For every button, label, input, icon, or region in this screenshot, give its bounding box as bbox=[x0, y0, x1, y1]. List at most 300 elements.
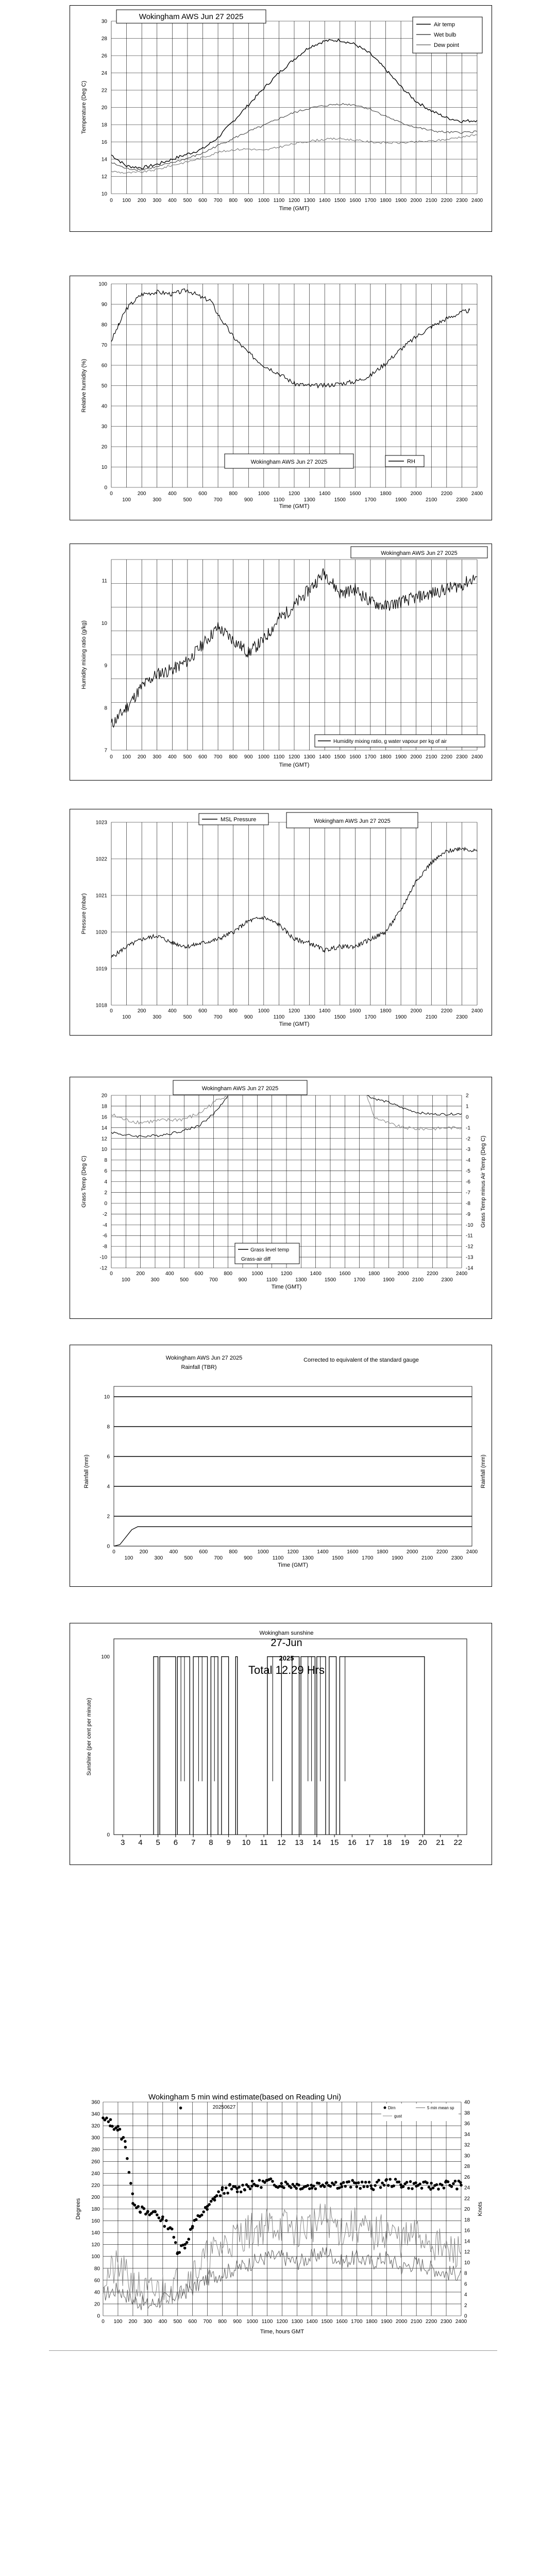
wind-title: Wokingham 5 min wind estimate(based on Reading Uni) bbox=[148, 2093, 342, 2102]
grass-x-tick-top: 400 bbox=[165, 1271, 174, 1277]
wind-y-tick: 160 bbox=[91, 2218, 100, 2225]
wind-dirn-point bbox=[308, 2187, 311, 2190]
rh-y-tick: 40 bbox=[101, 403, 107, 410]
sun-x-tick: 5 bbox=[156, 1838, 160, 1847]
hmr-x-tick: 100 bbox=[122, 754, 131, 760]
rh-y-tick: 100 bbox=[98, 281, 107, 287]
rain-x-tick-top: 1400 bbox=[317, 1549, 329, 1555]
wind-y2-tick: 40 bbox=[464, 2099, 470, 2106]
wind-chart-panel bbox=[70, 2089, 492, 2347]
rh-x-tick-top: 2400 bbox=[471, 491, 483, 497]
wind-dirn-point bbox=[109, 2118, 112, 2121]
wind-dirn-point bbox=[226, 2192, 229, 2195]
msl-y-tick: 1019 bbox=[95, 966, 107, 972]
sun-bar bbox=[160, 1657, 176, 1835]
wind-y2-tick: 26 bbox=[464, 2174, 470, 2180]
wind-legend-swatch bbox=[384, 2107, 386, 2109]
temp-x-tick: 1700 bbox=[364, 198, 377, 204]
temp-x-tick: 1600 bbox=[349, 198, 361, 204]
rh-x-tick-bottom: 1100 bbox=[273, 497, 285, 503]
grass-x-tick-top: 1400 bbox=[310, 1271, 322, 1277]
wind-dirn-point bbox=[143, 2207, 146, 2210]
rh-x-label: Time (GMT) bbox=[279, 503, 310, 510]
grass-x-tick-bottom: 2100 bbox=[412, 1277, 424, 1283]
grass-y2-tick: -2 bbox=[466, 1136, 470, 1142]
sun-bar bbox=[329, 1657, 336, 1835]
wind-x-tick: 600 bbox=[188, 2319, 197, 2325]
temp-x-tick: 2400 bbox=[471, 198, 483, 204]
rh-x-tick-top: 1200 bbox=[288, 491, 300, 497]
hmr-x-tick: 2100 bbox=[426, 754, 437, 760]
wind-dirn-point bbox=[307, 2184, 310, 2187]
sun-x-tick: 21 bbox=[436, 1838, 445, 1847]
wind-y-tick: 60 bbox=[94, 2278, 100, 2284]
rain-x-tick-top: 2200 bbox=[436, 1549, 448, 1555]
wind-dirn-point bbox=[280, 2182, 283, 2185]
rain-x-tick-bottom: 1700 bbox=[362, 1555, 374, 1561]
rain-y-label: Rainfall (mm) bbox=[83, 1454, 90, 1488]
wind-dirn-point bbox=[163, 2225, 166, 2228]
grass-y-tick: 20 bbox=[101, 1093, 107, 1099]
temp-x-tick: 400 bbox=[167, 198, 177, 204]
msl-x-tick-top: 2200 bbox=[441, 1008, 452, 1014]
wind-dirn-point bbox=[206, 2208, 209, 2211]
wind-dirn-point bbox=[351, 2179, 354, 2182]
grass-y2-tick: -3 bbox=[466, 1147, 470, 1153]
wind-dirn-point bbox=[129, 2182, 132, 2185]
temp-x-tick: 900 bbox=[244, 198, 253, 204]
wind-dirn-point bbox=[238, 2185, 241, 2189]
grass-y-tick: -2 bbox=[103, 1211, 107, 1217]
sun-y-tick: 0 bbox=[107, 1832, 110, 1838]
wind-dirn-point bbox=[171, 2228, 174, 2231]
wind-dirn-point bbox=[165, 2219, 168, 2222]
wind-dirn-point bbox=[230, 2188, 233, 2191]
wind-dirn-point bbox=[225, 2187, 228, 2190]
wind-dirn-point bbox=[364, 2181, 367, 2184]
wind-y2-tick: 34 bbox=[464, 2131, 470, 2138]
rain-x-tick-bottom: 1300 bbox=[302, 1555, 314, 1561]
wind-dirn-point bbox=[334, 2181, 337, 2184]
wind-y2-tick: 0 bbox=[464, 2313, 467, 2319]
sun-x-tick: 3 bbox=[120, 1838, 125, 1847]
rh-x-tick-bottom: 100 bbox=[122, 497, 131, 503]
temp-y-tick: 28 bbox=[101, 36, 107, 42]
wind-y2-tick: 20 bbox=[464, 2207, 470, 2212]
wind-x-tick: 1600 bbox=[336, 2319, 348, 2325]
rain-x-tick-bottom: 100 bbox=[124, 1555, 133, 1561]
wind-x-tick: 400 bbox=[158, 2319, 167, 2325]
grass-y2-tick: -9 bbox=[466, 1211, 470, 1217]
grass-y2-tick: -12 bbox=[466, 1244, 474, 1250]
grass-x-tick-bottom: 1700 bbox=[353, 1277, 365, 1283]
wind-dirn-point bbox=[362, 2185, 365, 2189]
msl-x-tick-top: 2400 bbox=[471, 1008, 483, 1014]
wind-dirn-point bbox=[411, 2187, 414, 2190]
grass-y-tick: 16 bbox=[101, 1114, 107, 1121]
wind-dirn-point bbox=[183, 2247, 187, 2250]
rain-x-tick-bottom: 500 bbox=[184, 1555, 193, 1561]
wind-dirn-point bbox=[241, 2184, 244, 2187]
grass-x-tick-bottom: 700 bbox=[209, 1277, 218, 1283]
wind-dirn-point bbox=[217, 2190, 220, 2193]
rain-x-tick-top: 2000 bbox=[407, 1549, 418, 1555]
wind-dirn-point bbox=[450, 2185, 453, 2188]
wind-dirn-point bbox=[290, 2186, 293, 2189]
temp-x-tick: 2100 bbox=[426, 198, 437, 204]
grass-x-tick-top: 1200 bbox=[280, 1271, 293, 1277]
hmr-title: Wokingham AWS Jun 27 2025 bbox=[381, 550, 458, 556]
hmr-x-tick: 500 bbox=[183, 754, 192, 760]
rain-subtitle: Rainfall (TBR) bbox=[181, 1364, 217, 1370]
wind-dirn-point bbox=[247, 2185, 250, 2188]
wind-dirn-point bbox=[236, 2190, 239, 2193]
sunshine-chart bbox=[70, 1623, 493, 1866]
wind-x-tick: 200 bbox=[128, 2319, 138, 2325]
wind-dirn-point bbox=[383, 2184, 386, 2187]
wind-dirn-point bbox=[251, 2180, 254, 2183]
rain-y-tick: 0 bbox=[107, 1544, 110, 1550]
temp-x-tick: 300 bbox=[153, 198, 162, 204]
wind-dirn-point bbox=[452, 2182, 455, 2185]
grass-x-tick-top: 2000 bbox=[397, 1271, 409, 1277]
msl-x-tick-top: 600 bbox=[198, 1008, 207, 1014]
grass-x-tick-top: 1000 bbox=[251, 1271, 263, 1277]
msl-x-tick-top: 1600 bbox=[349, 1008, 361, 1014]
msl-x-tick-bottom: 500 bbox=[183, 1014, 192, 1020]
grass-x-tick-bottom: 2300 bbox=[441, 1277, 453, 1283]
wind-dirn-point bbox=[139, 2211, 142, 2214]
rh-x-tick-top: 2000 bbox=[410, 491, 422, 497]
rh-x-tick-bottom: 900 bbox=[244, 497, 253, 503]
grass-y2-label: Grass Temp minus Air Temp (Deg C) bbox=[480, 1136, 486, 1228]
temp-y-tick: 14 bbox=[101, 157, 107, 163]
wind-y-tick: 240 bbox=[91, 2171, 100, 2177]
sun-title: Wokingham sunshine bbox=[259, 1630, 314, 1636]
wind-dirn-point bbox=[258, 2179, 261, 2182]
bottom-divider bbox=[49, 2350, 497, 2351]
sun-total: Total 12.29 Hrs bbox=[248, 1664, 325, 1676]
grass-y2-tick: -10 bbox=[466, 1222, 474, 1228]
rain-x-tick-bottom: 1500 bbox=[332, 1555, 344, 1561]
hmr-x-tick: 0 bbox=[110, 754, 113, 760]
wind-y-tick: 360 bbox=[91, 2099, 100, 2106]
grass-series-temp bbox=[367, 1095, 462, 1115]
wind-y2-tick: 14 bbox=[464, 2239, 470, 2245]
sun-y-tick: 100 bbox=[101, 1654, 110, 1660]
wind-dirn-point bbox=[377, 2179, 380, 2182]
rh-series bbox=[111, 289, 469, 388]
grass-x-tick-bottom: 900 bbox=[238, 1277, 247, 1283]
rh-y-label: Relative humidity (%) bbox=[81, 359, 87, 413]
wind-x-tick: 700 bbox=[203, 2319, 212, 2325]
grass-y-tick: 4 bbox=[104, 1179, 107, 1185]
grass-y-tick: -12 bbox=[99, 1265, 107, 1272]
wind-dirn-point bbox=[122, 2136, 125, 2139]
wind-dirn-point bbox=[221, 2186, 224, 2189]
grass-y-tick: 6 bbox=[104, 1168, 107, 1175]
wind-dirn-point bbox=[271, 2180, 274, 2183]
hmr-x-tick: 300 bbox=[153, 754, 162, 760]
grass-x-tick-bottom: 100 bbox=[121, 1277, 130, 1283]
mixing-ratio-chart-panel bbox=[70, 544, 492, 781]
temp-x-tick: 2000 bbox=[410, 198, 422, 204]
rh-x-tick-bottom: 1300 bbox=[303, 497, 315, 503]
wind-x-tick: 1300 bbox=[291, 2319, 303, 2325]
sun-x-tick: 18 bbox=[383, 1838, 392, 1847]
wind-dirn-point bbox=[385, 2178, 388, 2181]
grass-x-tick-bottom: 500 bbox=[180, 1277, 189, 1283]
rain-x-tick-top: 1000 bbox=[257, 1549, 269, 1555]
rh-y-tick: 90 bbox=[101, 302, 107, 308]
wind-dirn-point bbox=[249, 2188, 252, 2191]
grass-x-label: Time (GMT) bbox=[271, 1284, 302, 1290]
rh-x-tick-top: 1400 bbox=[319, 491, 331, 497]
wind-dirn-point bbox=[178, 2251, 181, 2254]
wind-y-tick: 20 bbox=[94, 2301, 100, 2308]
wind-dirn-point bbox=[269, 2177, 273, 2180]
wind-x-tick: 1400 bbox=[306, 2319, 318, 2325]
temp-x-tick: 500 bbox=[183, 198, 192, 204]
wind-x-tick: 0 bbox=[102, 2319, 105, 2325]
temp-x-tick: 800 bbox=[229, 198, 238, 204]
rh-x-tick-bottom: 2300 bbox=[456, 497, 468, 503]
grass-y2-tick: -13 bbox=[466, 1255, 474, 1261]
msl-x-tick-bottom: 700 bbox=[213, 1014, 223, 1020]
grass-y-tick: -10 bbox=[99, 1255, 107, 1261]
wind-dirn-point bbox=[131, 2192, 134, 2195]
wind-dirn-point bbox=[407, 2187, 410, 2190]
wind-legend-item: Dirn bbox=[388, 2106, 396, 2110]
hmr-y-tick: 7 bbox=[104, 748, 107, 754]
rain-x-tick-top: 1600 bbox=[347, 1549, 359, 1555]
humidity-chart-panel bbox=[70, 276, 492, 520]
wind-dirn-point bbox=[116, 2125, 120, 2128]
wind-y-tick: 120 bbox=[91, 2242, 100, 2248]
wind-dirn-point bbox=[146, 2210, 149, 2213]
grass-y-tick: 0 bbox=[104, 1200, 107, 1207]
wind-dirn-point bbox=[323, 2185, 326, 2189]
hmr-x-label: Time (GMT) bbox=[279, 762, 310, 768]
humidity-chart bbox=[70, 276, 493, 521]
grass-y-tick: 10 bbox=[101, 1147, 107, 1153]
grass-y-label: Grass Temp (Deg C) bbox=[81, 1156, 87, 1208]
msl-x-tick-bottom: 2100 bbox=[426, 1014, 437, 1020]
wind-dirn-point bbox=[344, 2185, 347, 2188]
rh-y-tick: 30 bbox=[101, 424, 107, 430]
wind-y-tick: 80 bbox=[94, 2266, 100, 2272]
wind-y-tick: 180 bbox=[91, 2207, 100, 2212]
rh-x-tick-top: 200 bbox=[137, 491, 146, 497]
rain-x-tick-bottom: 1100 bbox=[272, 1555, 284, 1561]
wind-y-label: Degrees bbox=[75, 2198, 81, 2220]
wind-y-tick: 200 bbox=[91, 2194, 100, 2200]
temp-y-tick: 10 bbox=[101, 191, 107, 197]
wind-dirn-point bbox=[282, 2186, 285, 2189]
wind-dirn-point bbox=[430, 2182, 433, 2185]
rh-x-tick-top: 2200 bbox=[441, 491, 452, 497]
wind-dirn-point bbox=[342, 2181, 345, 2184]
hmr-x-tick: 800 bbox=[229, 754, 238, 760]
rh-title: Wokingham AWS Jun 27 2025 bbox=[250, 459, 328, 465]
rain-title: Wokingham AWS Jun 27 2025 bbox=[165, 1355, 243, 1361]
temp-legend-item: Air temp bbox=[434, 22, 455, 28]
msl-x-tick-top: 1200 bbox=[288, 1008, 300, 1014]
msl-x-tick-top: 1400 bbox=[319, 1008, 331, 1014]
hmr-x-tick: 1000 bbox=[258, 754, 269, 760]
msl-x-tick-top: 400 bbox=[167, 1008, 177, 1014]
rain-plot-border bbox=[114, 1386, 472, 1546]
wind-y-tick: 140 bbox=[91, 2230, 100, 2236]
wind-dirn-point bbox=[357, 2181, 360, 2184]
rain-x-tick-bottom: 2300 bbox=[451, 1555, 463, 1561]
grass-y-tick: -4 bbox=[103, 1222, 107, 1228]
wind-y-tick: 260 bbox=[91, 2159, 100, 2165]
grass-x-tick-top: 2400 bbox=[455, 1271, 468, 1277]
wind-dirn-point bbox=[405, 2181, 409, 2184]
temp-x-tick: 1900 bbox=[395, 198, 407, 204]
wind-x-tick: 1200 bbox=[276, 2319, 288, 2325]
grass-y-tick: 18 bbox=[101, 1104, 107, 1110]
hmr-x-tick: 2400 bbox=[471, 754, 483, 760]
wind-dirn-point bbox=[213, 2199, 216, 2202]
hmr-x-tick: 1100 bbox=[273, 754, 285, 760]
wind-dirn-point bbox=[133, 2204, 137, 2207]
sun-bar bbox=[292, 1657, 299, 1835]
hmr-x-tick: 700 bbox=[213, 754, 223, 760]
sun-x-tick: 6 bbox=[173, 1838, 178, 1847]
wind-dirn-point bbox=[187, 2238, 190, 2241]
mixing-ratio-chart bbox=[70, 544, 493, 781]
rh-y-tick: 70 bbox=[101, 343, 107, 348]
rh-x-tick-bottom: 700 bbox=[213, 497, 223, 503]
grass-y-tick: 12 bbox=[101, 1136, 107, 1142]
hmr-x-tick: 1900 bbox=[395, 754, 407, 760]
grass-y-tick: 14 bbox=[101, 1125, 107, 1131]
rh-y-tick: 10 bbox=[101, 465, 107, 470]
hmr-legend-item: Humidity mixing ratio, g water vapour per kg of air bbox=[333, 739, 447, 744]
wind-dirn-point bbox=[418, 2182, 421, 2185]
grass-x-tick-bottom: 1100 bbox=[266, 1277, 278, 1283]
temp-x-tick: 1200 bbox=[288, 198, 300, 204]
rain-y-tick: 8 bbox=[107, 1424, 110, 1430]
wind-legend-item: 5 min mean sp bbox=[427, 2106, 454, 2110]
wind-y2-tick: 6 bbox=[464, 2281, 467, 2287]
wind-x-tick: 800 bbox=[218, 2319, 227, 2325]
wind-x-tick: 1700 bbox=[351, 2319, 363, 2325]
wind-x-tick: 1800 bbox=[366, 2319, 378, 2325]
wind-y2-tick: 8 bbox=[464, 2270, 467, 2277]
rain-y-tick: 2 bbox=[107, 1514, 110, 1520]
wind-x-tick: 1100 bbox=[261, 2319, 273, 2325]
msl-legend-item: MSL Pressure bbox=[221, 817, 257, 823]
rain-series bbox=[114, 1527, 472, 1546]
wind-y2-tick: 16 bbox=[464, 2228, 470, 2234]
rain-x-tick-top: 0 bbox=[112, 1549, 115, 1555]
grass-y2-tick: 2 bbox=[466, 1093, 469, 1099]
temp-legend-item: Dew point bbox=[434, 42, 459, 48]
wind-dirn-point bbox=[174, 2241, 177, 2244]
grass-x-tick-bottom: 300 bbox=[150, 1277, 160, 1283]
wind-y2-label: Knots bbox=[477, 2201, 483, 2216]
wind-dirn-point bbox=[447, 2180, 450, 2183]
msl-x-tick-bottom: 1700 bbox=[364, 1014, 377, 1020]
grass-y2-tick: -14 bbox=[466, 1265, 474, 1272]
wind-dirn-point bbox=[223, 2192, 226, 2195]
hmr-x-tick: 900 bbox=[244, 754, 253, 760]
sun-x-tick: 4 bbox=[138, 1838, 143, 1847]
wind-dirn-point bbox=[387, 2184, 390, 2187]
rain-x-tick-top: 1800 bbox=[377, 1549, 388, 1555]
grass-temp-chart bbox=[70, 1077, 493, 1319]
wind-dirn-point bbox=[454, 2180, 457, 2183]
rh-x-tick-top: 400 bbox=[167, 491, 177, 497]
grass-y2-tick: -5 bbox=[466, 1168, 470, 1175]
grass-y-tick: 2 bbox=[104, 1190, 107, 1196]
wind-y-tick: 340 bbox=[91, 2111, 100, 2117]
wind-dirn-point bbox=[414, 2181, 417, 2184]
hmr-x-tick: 1800 bbox=[380, 754, 392, 760]
temp-x-tick: 200 bbox=[137, 198, 146, 204]
grass-x-tick-top: 1800 bbox=[368, 1271, 380, 1277]
wind-dirn-point bbox=[329, 2185, 332, 2188]
sun-x-tick: 14 bbox=[312, 1838, 322, 1847]
wind-y2-tick: 22 bbox=[464, 2196, 470, 2202]
grass-y2-tick: 0 bbox=[466, 1114, 469, 1121]
wind-dirn-point bbox=[359, 2187, 362, 2190]
msl-y-tick: 1020 bbox=[95, 929, 107, 936]
hmr-x-tick: 400 bbox=[167, 754, 177, 760]
wind-y-tick: 320 bbox=[91, 2123, 100, 2129]
wind-y2-tick: 38 bbox=[464, 2110, 470, 2116]
grass-x-tick-bottom: 1500 bbox=[324, 1277, 336, 1283]
temp-y-tick: 20 bbox=[101, 105, 107, 111]
rain-x-tick-bottom: 1900 bbox=[392, 1555, 403, 1561]
temp-y-tick: 18 bbox=[101, 122, 107, 128]
hmr-x-tick: 2200 bbox=[441, 754, 452, 760]
wind-dirn-point bbox=[119, 2128, 122, 2131]
grass-y-tick: -8 bbox=[103, 1244, 107, 1250]
rain-y-tick: 6 bbox=[107, 1454, 110, 1460]
rain-x-tick-bottom: 2100 bbox=[421, 1555, 433, 1561]
temp-x-label: Time (GMT) bbox=[279, 206, 310, 212]
wind-dirn-point bbox=[366, 2185, 369, 2188]
msl-y-tick: 1018 bbox=[95, 1003, 107, 1009]
sun-bar bbox=[193, 1657, 207, 1835]
pressure-chart bbox=[70, 809, 493, 1036]
wind-dirn-point bbox=[240, 2191, 243, 2194]
rh-legend-item: RH bbox=[407, 459, 415, 465]
temp-y-tick: 16 bbox=[101, 140, 107, 145]
hmr-x-tick: 200 bbox=[137, 754, 146, 760]
temp-x-tick: 1500 bbox=[334, 198, 346, 204]
wind-x-tick: 2300 bbox=[440, 2319, 452, 2325]
sun-year: 2025 bbox=[279, 1654, 294, 1662]
hmr-x-tick: 600 bbox=[198, 754, 207, 760]
rain-x-tick-top: 2400 bbox=[466, 1549, 478, 1555]
rain-x-label: Time (GMT) bbox=[278, 1562, 308, 1568]
wind-dirn-point bbox=[208, 2203, 211, 2206]
wind-dirn-point bbox=[388, 2178, 392, 2181]
wind-dirn-point bbox=[441, 2183, 444, 2187]
temp-title: Wokingham AWS Jun 27 2025 bbox=[139, 12, 244, 21]
wind-dirn-point bbox=[361, 2181, 364, 2184]
grass-y2-tick: -1 bbox=[466, 1125, 470, 1131]
sun-x-tick: 15 bbox=[330, 1838, 339, 1847]
wind-y2-tick: 32 bbox=[464, 2142, 470, 2148]
wind-dirn-point bbox=[459, 2181, 462, 2184]
wind-dirn-point bbox=[200, 2214, 204, 2217]
